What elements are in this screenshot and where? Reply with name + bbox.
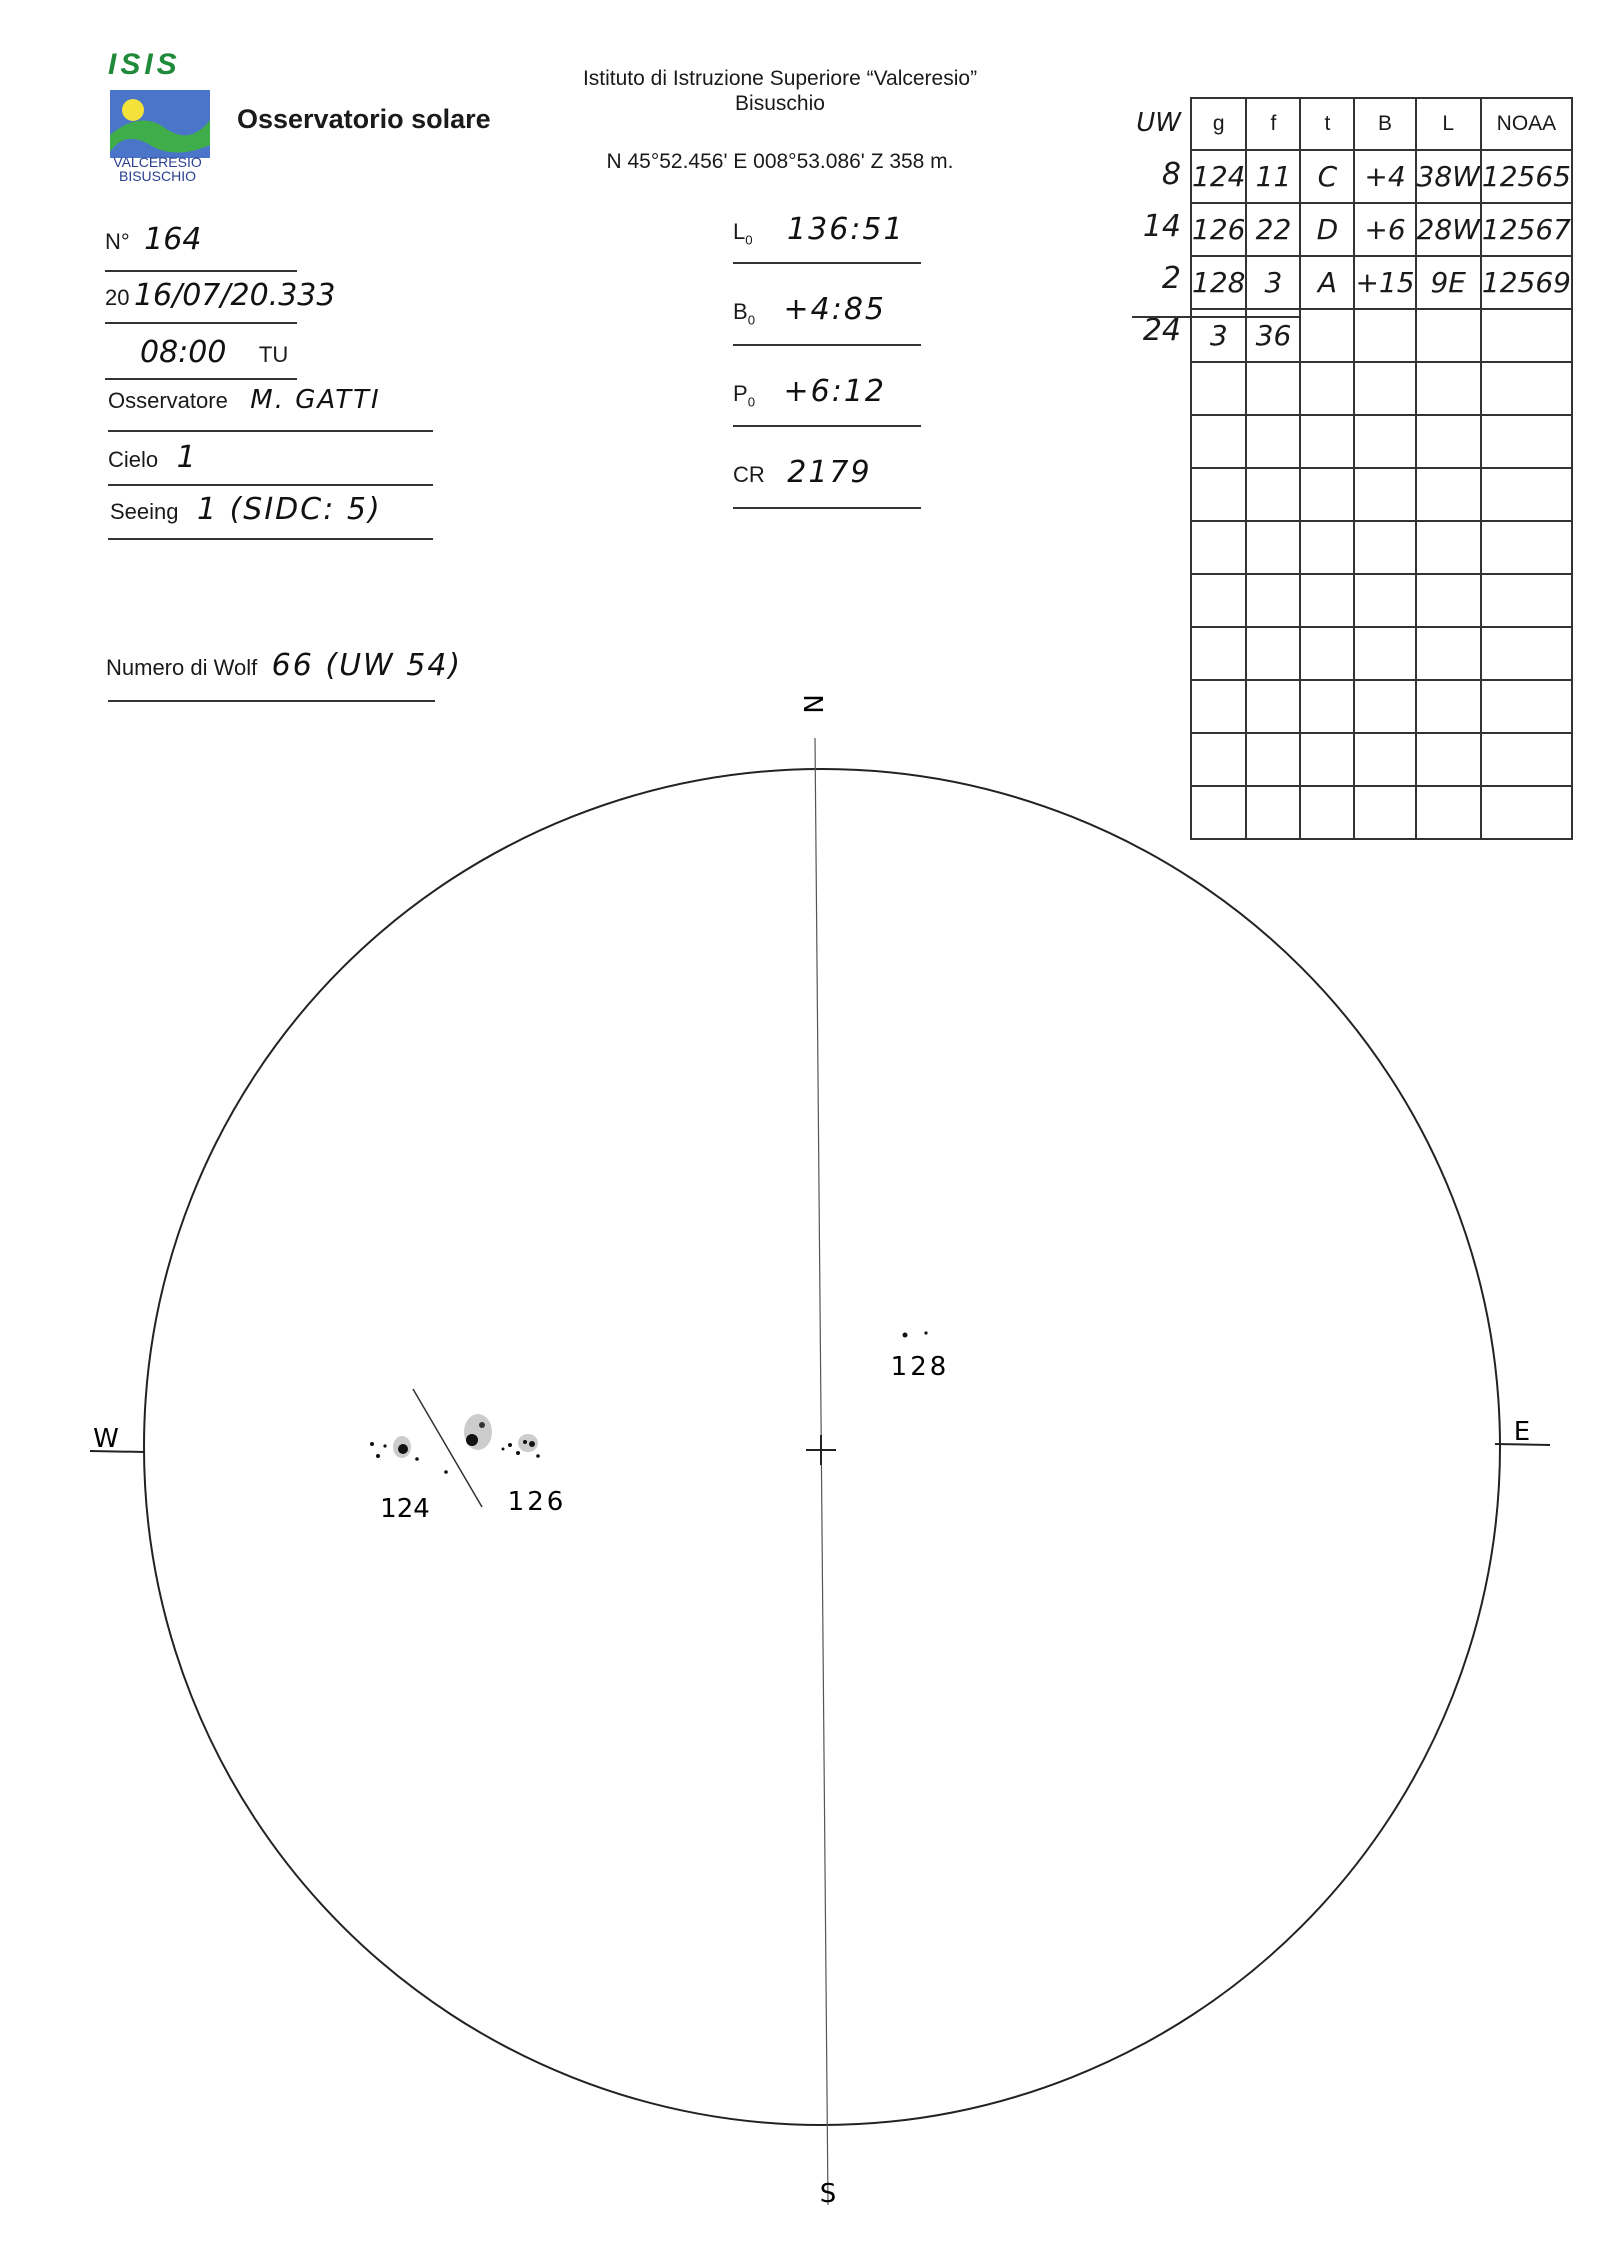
table-cell: +4 xyxy=(1354,150,1415,203)
record-number-label: N° xyxy=(105,229,130,254)
uw-value: 8 xyxy=(1161,157,1181,192)
observatory-title: Osservatorio solare xyxy=(237,104,491,134)
table-cell: 12565 xyxy=(1481,150,1572,203)
record-number-value: 164 xyxy=(144,222,202,257)
east-label: E xyxy=(1513,1417,1531,1447)
observer-value: M. GATTI xyxy=(250,385,381,415)
column-header: t xyxy=(1300,98,1354,150)
time-value: 08:00 xyxy=(140,335,227,370)
sunspot-group-126 xyxy=(464,1414,540,1458)
group-label-128: 128 xyxy=(890,1352,950,1382)
cr-value: 2179 xyxy=(787,455,872,490)
north-south-axis xyxy=(815,738,828,2205)
table-cell: 12567 xyxy=(1481,203,1572,256)
sky-label: Cielo xyxy=(108,447,159,472)
uw-header: UW xyxy=(1136,108,1181,138)
logo-name-line2: BISUSCHIO xyxy=(118,168,196,184)
seeing-label: Seeing xyxy=(110,499,179,524)
table-cell: +15 xyxy=(1354,256,1415,309)
west-label: W xyxy=(93,1424,119,1454)
uw-total: 24 xyxy=(1142,313,1181,348)
wolf-number-value: 66 (UW 54) xyxy=(271,648,463,683)
column-header: g xyxy=(1191,98,1246,150)
table-cell: 38W xyxy=(1416,150,1481,203)
table-cell: 36 xyxy=(1246,309,1300,362)
institute-line2: Bisuschio xyxy=(735,92,825,115)
institute-line1: Istituto di Istruzione Superiore “Valceresio” xyxy=(582,67,978,90)
column-header: B xyxy=(1354,98,1415,150)
column-header: f xyxy=(1246,98,1300,150)
table-cell: 9E xyxy=(1416,256,1481,309)
north-label: N xyxy=(797,694,827,714)
table-cell: 128 xyxy=(1191,256,1246,309)
observer-label: Osservatore xyxy=(108,388,228,413)
cr-label: CR xyxy=(733,462,765,487)
b0-value: +4:85 xyxy=(783,292,886,327)
table-cell: 126 xyxy=(1191,203,1246,256)
table-cell: 12569 xyxy=(1481,256,1572,309)
table-cell: 3 xyxy=(1246,256,1300,309)
wolf-number-label: Numero di Wolf xyxy=(106,655,258,680)
group-label-124: 124 xyxy=(380,1494,430,1524)
column-header: L xyxy=(1416,98,1481,150)
table-cell: +6 xyxy=(1354,203,1415,256)
uw-value: 14 xyxy=(1142,209,1181,244)
table-cell: 124 xyxy=(1191,150,1246,203)
group-label-126: 126 xyxy=(507,1487,567,1517)
table-cell: 22 xyxy=(1246,203,1300,256)
table-cell: D xyxy=(1300,203,1354,256)
sunspot-group-128 xyxy=(903,1331,928,1337)
table-cell: 3 xyxy=(1191,309,1246,362)
p0-value: +6:12 xyxy=(783,374,886,409)
p0-label: $P_0$ xyxy=(733,381,756,410)
sky-value: 1 xyxy=(176,440,196,475)
time-unit: TU xyxy=(258,342,289,367)
logo-name-line1: VALCERESIO xyxy=(113,154,202,170)
table-cell: A xyxy=(1300,256,1354,309)
date-value: 16/07/20.333 xyxy=(133,278,336,313)
sunspot-group-124 xyxy=(370,1436,448,1474)
table-cell: 28W xyxy=(1416,203,1481,256)
logo-acronym: ISIS xyxy=(108,48,181,81)
site-coordinates: N 45°52.456' E 008°53.086' Z 358 m. xyxy=(606,150,954,173)
date-prefix: 20 xyxy=(105,285,130,310)
l0-value: 136:51 xyxy=(787,212,905,247)
table-cell: C xyxy=(1300,150,1354,203)
b0-label: $B_0$ xyxy=(733,299,756,328)
table-cell: 11 xyxy=(1246,150,1300,203)
south-label: S xyxy=(819,2179,837,2209)
seeing-value: 1 (SIDC: 5) xyxy=(196,492,382,527)
l0-label: $L_0$ xyxy=(733,219,753,248)
column-header: NOAA xyxy=(1481,98,1572,150)
uw-value: 2 xyxy=(1161,261,1181,296)
